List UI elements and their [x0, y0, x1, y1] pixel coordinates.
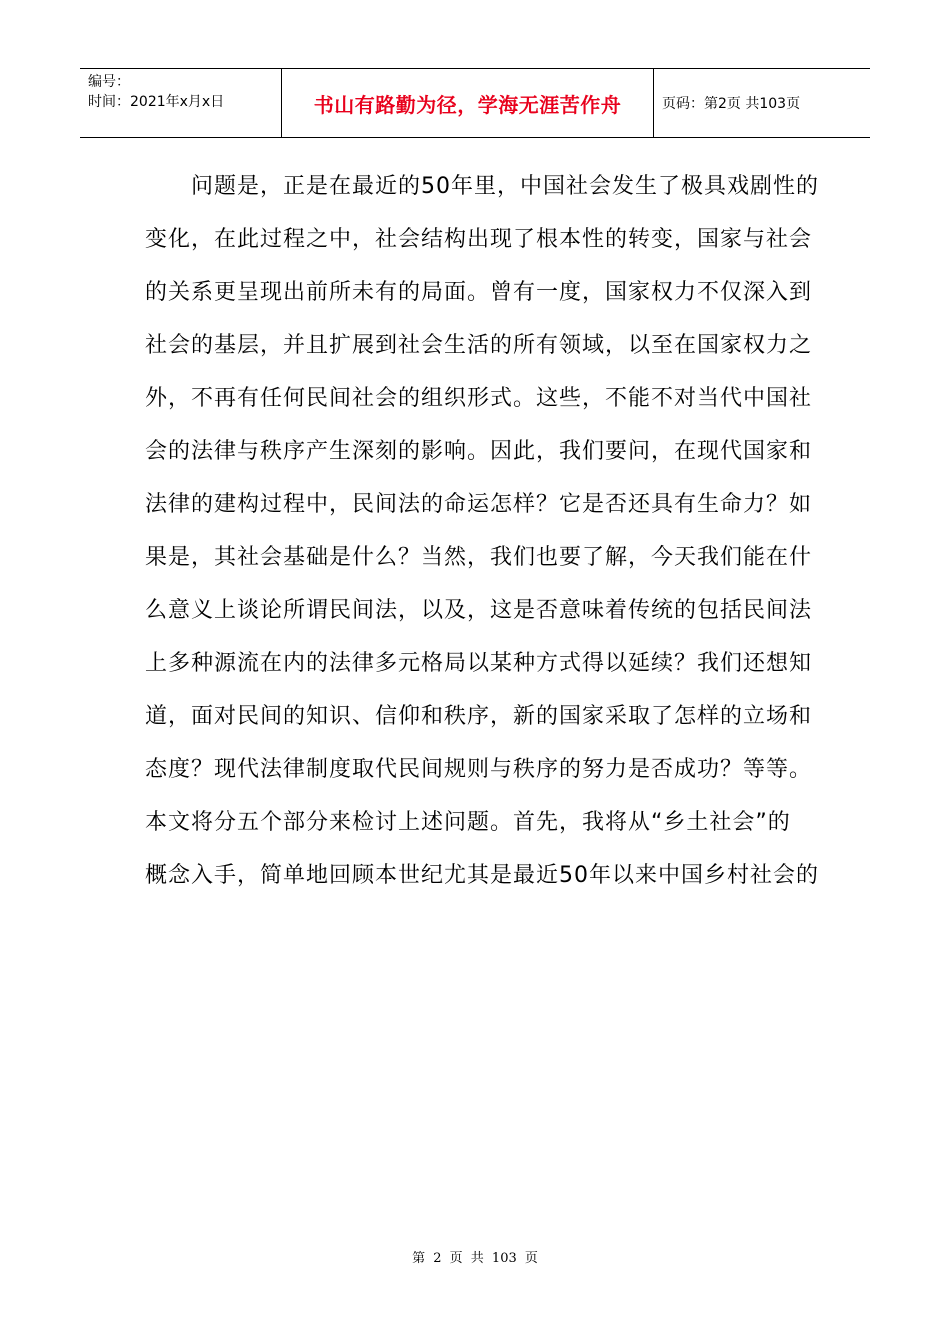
paragraph-line: 外，不再有任何民间社会的组织形式。这些，不能不对当代中国社: [145, 386, 813, 411]
document-time-label: 时间：2021年x月x日: [88, 94, 225, 110]
paragraph-line: 上多种源流在内的法律多元格局以某种方式得以延续？我们还想知: [145, 651, 813, 676]
document-number-label: 编号：: [88, 74, 130, 90]
paragraph-line: 概念入手，简单地回顾本世纪尤其是最近50年以来中国乡村社会的: [145, 863, 819, 888]
paragraph-line: 果是，其社会基础是什么？当然，我们也要了解，今天我们能在什: [145, 545, 813, 570]
header-meta: [80, 69, 282, 137]
paragraph-line: 法律的建构过程中，民间法的命运怎样？它是否还具有生命力？如: [145, 492, 813, 517]
paragraph-line: 问题是，正是在最近的50年里，中国社会发生了极具戏剧性的: [191, 174, 819, 199]
paragraph-line: 社会的基层，并且扩展到社会生活的所有领域，以至在国家权力之: [145, 333, 813, 358]
paragraph-line: 的关系更呈现出前所未有的局面。曾有一度，国家权力不仅深入到: [145, 280, 813, 305]
document-header: [80, 68, 870, 138]
paragraph-line: 道，面对民间的知识、信仰和秩序，新的国家采取了怎样的立场和: [145, 704, 813, 729]
paragraph-line: 会的法律与秩序产生深刻的影响。因此，我们要问，在现代国家和: [145, 439, 813, 464]
paragraph-line: 本文将分五个部分来检讨上述问题。首先，我将从“乡土社会”的: [145, 810, 791, 835]
paragraph-line: 变化，在此过程之中，社会结构出现了根本性的转变，国家与社会: [145, 227, 813, 252]
document-body: [145, 160, 819, 902]
paragraph-line: 态度？现代法律制度取代民间规则与秩序的努力是否成功？等等。: [145, 757, 813, 782]
page-footer: 第 2 页 共 103 页: [412, 1251, 538, 1266]
header-page-number: 页码：第2页 共103页: [662, 96, 801, 112]
paragraph-line: 么意义上谈论所谓民间法，以及，这是否意味着传统的包括民间法: [145, 598, 813, 623]
header-motto: 书山有路勤为径，学海无涯苦作舟: [282, 69, 654, 137]
